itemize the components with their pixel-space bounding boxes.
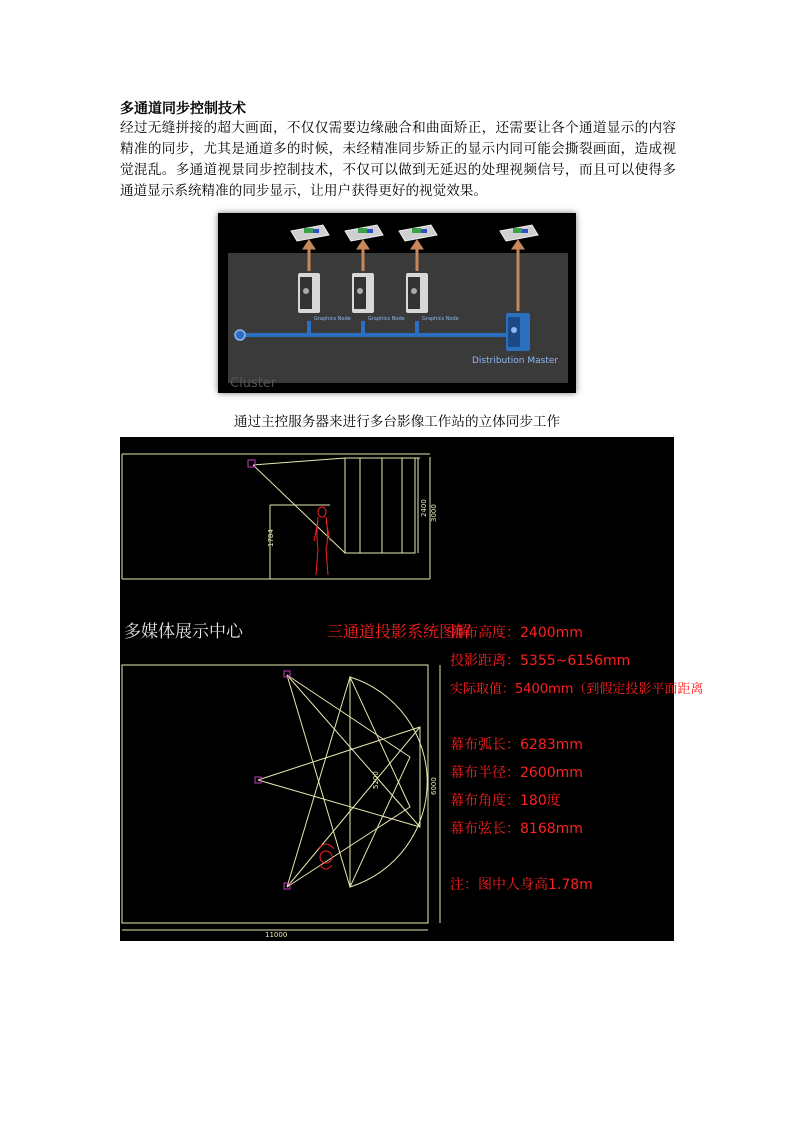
person-plan-icon [318,844,334,869]
display-4-icon [500,225,538,241]
spec-chord-length: 幕布弦长：8168mm [450,821,583,837]
spec-angle: 幕布角度：180度 [450,793,561,809]
dim-length: 11000 [265,931,288,939]
cluster-diagram-svg [218,213,576,393]
cad-drawing [120,437,704,941]
display-3-icon [399,225,437,241]
display-1-icon [291,225,329,241]
dim-width: 6000 [430,777,438,795]
dim-screen-height: 2400 [420,499,428,517]
spec-screen-height: 幕布高度：2400mm [450,625,583,641]
spec-projection-distance: 投影距离：5355~6156mm [450,653,631,669]
graphics-node-2-icon [352,273,374,313]
section-heading: 多通道同步控制技术 [120,101,246,117]
spec-note: 注：图中人身高1.78m [450,877,593,893]
spec-actual-value: 实际取值：5400mm（到假定投影平面距离 [450,682,704,697]
body-paragraph: 经过无缝拼接的超大画面，不仅仅需要边缘融合和曲面矫正，还需要让各个通道显示的内容精准的同步，尤其是通道多的时候，未经精准同步矫正的显示内同可能会撕裂画面，造成视觉混乱。多通道视景同步控制技术，不仅可以做到无延迟的处理视频信号，而且可以使得多通道显示系统精准的同步显示，让用户获得更好的视觉效果。 [120,120,676,199]
node-label-3: Graphics Node [422,316,459,322]
graphics-node-1-icon [298,273,320,313]
distribution-master-icon [506,313,530,351]
dim-person-height: 1784 [267,529,275,547]
master-label: Distribution Master [472,356,559,366]
cluster-diagram [218,213,576,393]
display-2-icon [345,225,383,241]
spec-arc-length: 幕布弧长：6283mm [450,737,583,753]
dim-radius: 5200 [372,771,380,789]
bus-endpoint [235,330,245,340]
node-label-1: Graphics Node [314,316,351,322]
dim-room-height: 3000 [430,504,438,522]
figure-caption: 通过主控服务器来进行多台影像工作站的立体同步工作 [233,414,561,430]
diagram-title: 三通道投影系统图解 [327,622,472,641]
cad-drawing-svg [120,437,704,941]
room-title: 多媒体展示中心 [124,622,243,642]
node-label-2: Graphics Node [368,316,405,322]
graphics-node-3-icon [406,273,428,313]
cluster-label: Cluster [230,376,277,391]
person-figure-icon [314,507,330,575]
spec-radius: 幕布半径：2600mm [450,765,583,781]
